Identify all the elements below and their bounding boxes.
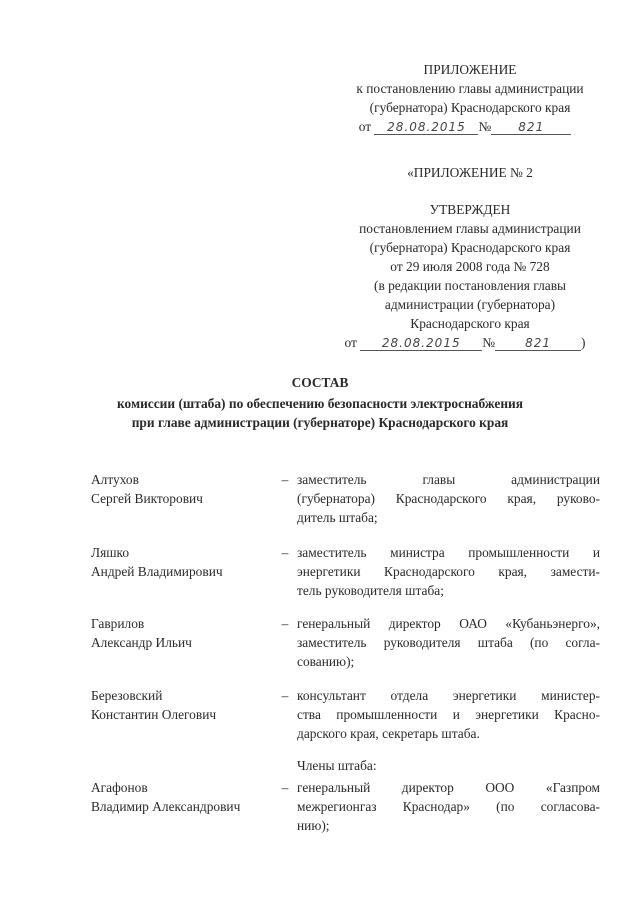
- approved-line-6: Краснодарского края: [410, 316, 530, 331]
- member-description: [297, 614, 600, 671]
- approved-date-line: [320, 333, 610, 352]
- member-dash: –: [281, 472, 289, 487]
- appendix-header: [330, 60, 610, 136]
- member-desc-line: дитель штаба;: [297, 510, 378, 525]
- member-given-name: Константин Олегович: [91, 707, 217, 722]
- member-desc-line: энергетики Краснодарского края, замести-: [297, 564, 600, 579]
- document-subtitle-2: при главе администрации (губернаторе) Краснодарского края: [131, 415, 509, 430]
- appendix-number: 821: [491, 120, 571, 135]
- member-description: [297, 543, 600, 600]
- member-name: [91, 778, 281, 816]
- appendix-line-2: (губернатора) Краснодарского края: [369, 100, 571, 115]
- approved-title: УТВЕРЖДЕН: [429, 202, 511, 217]
- appendix-date-line: [320, 117, 610, 136]
- member-dash: –: [281, 616, 289, 631]
- member-name: [91, 543, 281, 581]
- member-given-name: Андрей Владимирович: [91, 564, 223, 579]
- member-given-name: Сергей Викторович: [91, 491, 203, 506]
- member-desc-line: консультант отдела энергетики министер-: [297, 688, 600, 703]
- member-surname: Ляшко: [91, 545, 130, 560]
- member-description: [297, 470, 600, 527]
- approved-number: 821: [495, 336, 581, 351]
- member-dash: –: [281, 545, 289, 560]
- member-desc-line: ства промышленности и энергетики Красно-: [297, 707, 600, 722]
- appendix-number-label: №: [478, 119, 492, 134]
- member-desc-line: заместитель руководителя штаба (по согла-: [297, 635, 600, 650]
- approved-line-2: (губернатора) Краснодарского края: [369, 240, 571, 255]
- member-surname: Алтухов: [91, 472, 139, 487]
- approved-number-label: №: [482, 335, 496, 350]
- approved-block: [330, 200, 610, 352]
- document-subtitle-1: комиссии (штаба) по обеспечению безопасности электроснабжения: [116, 396, 523, 411]
- member-desc-line: заместитель министра промышленности и: [297, 545, 600, 560]
- member-desc-line: генеральный директор ОАО «Кубаньэнерго»,: [297, 616, 600, 631]
- appendix2-title: «ПРИЛОЖЕНИЕ № 2: [407, 165, 533, 180]
- appendix-date: 28.08.2015: [374, 120, 478, 135]
- member-surname: Гаврилов: [91, 616, 145, 631]
- approved-line-1: постановлением главы администрации: [359, 221, 581, 236]
- member-name: [91, 686, 281, 724]
- approved-closing: ): [581, 335, 586, 350]
- appendix2-header: [330, 163, 610, 182]
- approved-line-4: (в редакции постановления главы: [373, 278, 567, 293]
- member-given-name: Александр Ильич: [91, 635, 192, 650]
- member-description: [297, 778, 600, 835]
- member-desc-line: заместитель главы администрации: [297, 472, 600, 487]
- document-title: СОСТАВ: [291, 375, 349, 390]
- approved-line-5: администрации (губернатора): [384, 297, 556, 312]
- appendix-from-label: от: [358, 119, 372, 134]
- appendix-title: ПРИЛОЖЕНИЕ: [423, 62, 517, 77]
- member-desc-line: сованию);: [297, 654, 355, 669]
- member-dash: –: [281, 688, 289, 703]
- member-name: [91, 614, 281, 652]
- approved-from-label: от: [344, 335, 357, 350]
- member-surname: Агафонов: [91, 780, 148, 795]
- member-desc-line: межрегионгаз Краснодар» (по согласова-: [297, 799, 600, 814]
- member-name: [91, 470, 281, 508]
- member-desc-line: дарского края, секретарь штаба.: [297, 726, 480, 741]
- member-surname: Березовский: [91, 688, 163, 703]
- member-dash: –: [281, 780, 289, 795]
- member-given-name: Владимир Александрович: [91, 799, 241, 814]
- member-desc-line: генеральный директор ООО «Газпром: [297, 780, 600, 795]
- member-desc-line: нию);: [297, 818, 330, 833]
- members-heading: Члены штаба:: [297, 758, 377, 773]
- member-desc-line: (губернатора) Краснодарского края, руково-: [297, 491, 600, 506]
- member-desc-line: тель руководителя штаба;: [297, 583, 444, 598]
- approved-line-3: от 29 июля 2008 года № 728: [390, 259, 550, 274]
- appendix-line-1: к постановлению главы администрации: [356, 81, 584, 96]
- member-description: [297, 686, 600, 743]
- approved-date: 28.08.2015: [360, 336, 482, 351]
